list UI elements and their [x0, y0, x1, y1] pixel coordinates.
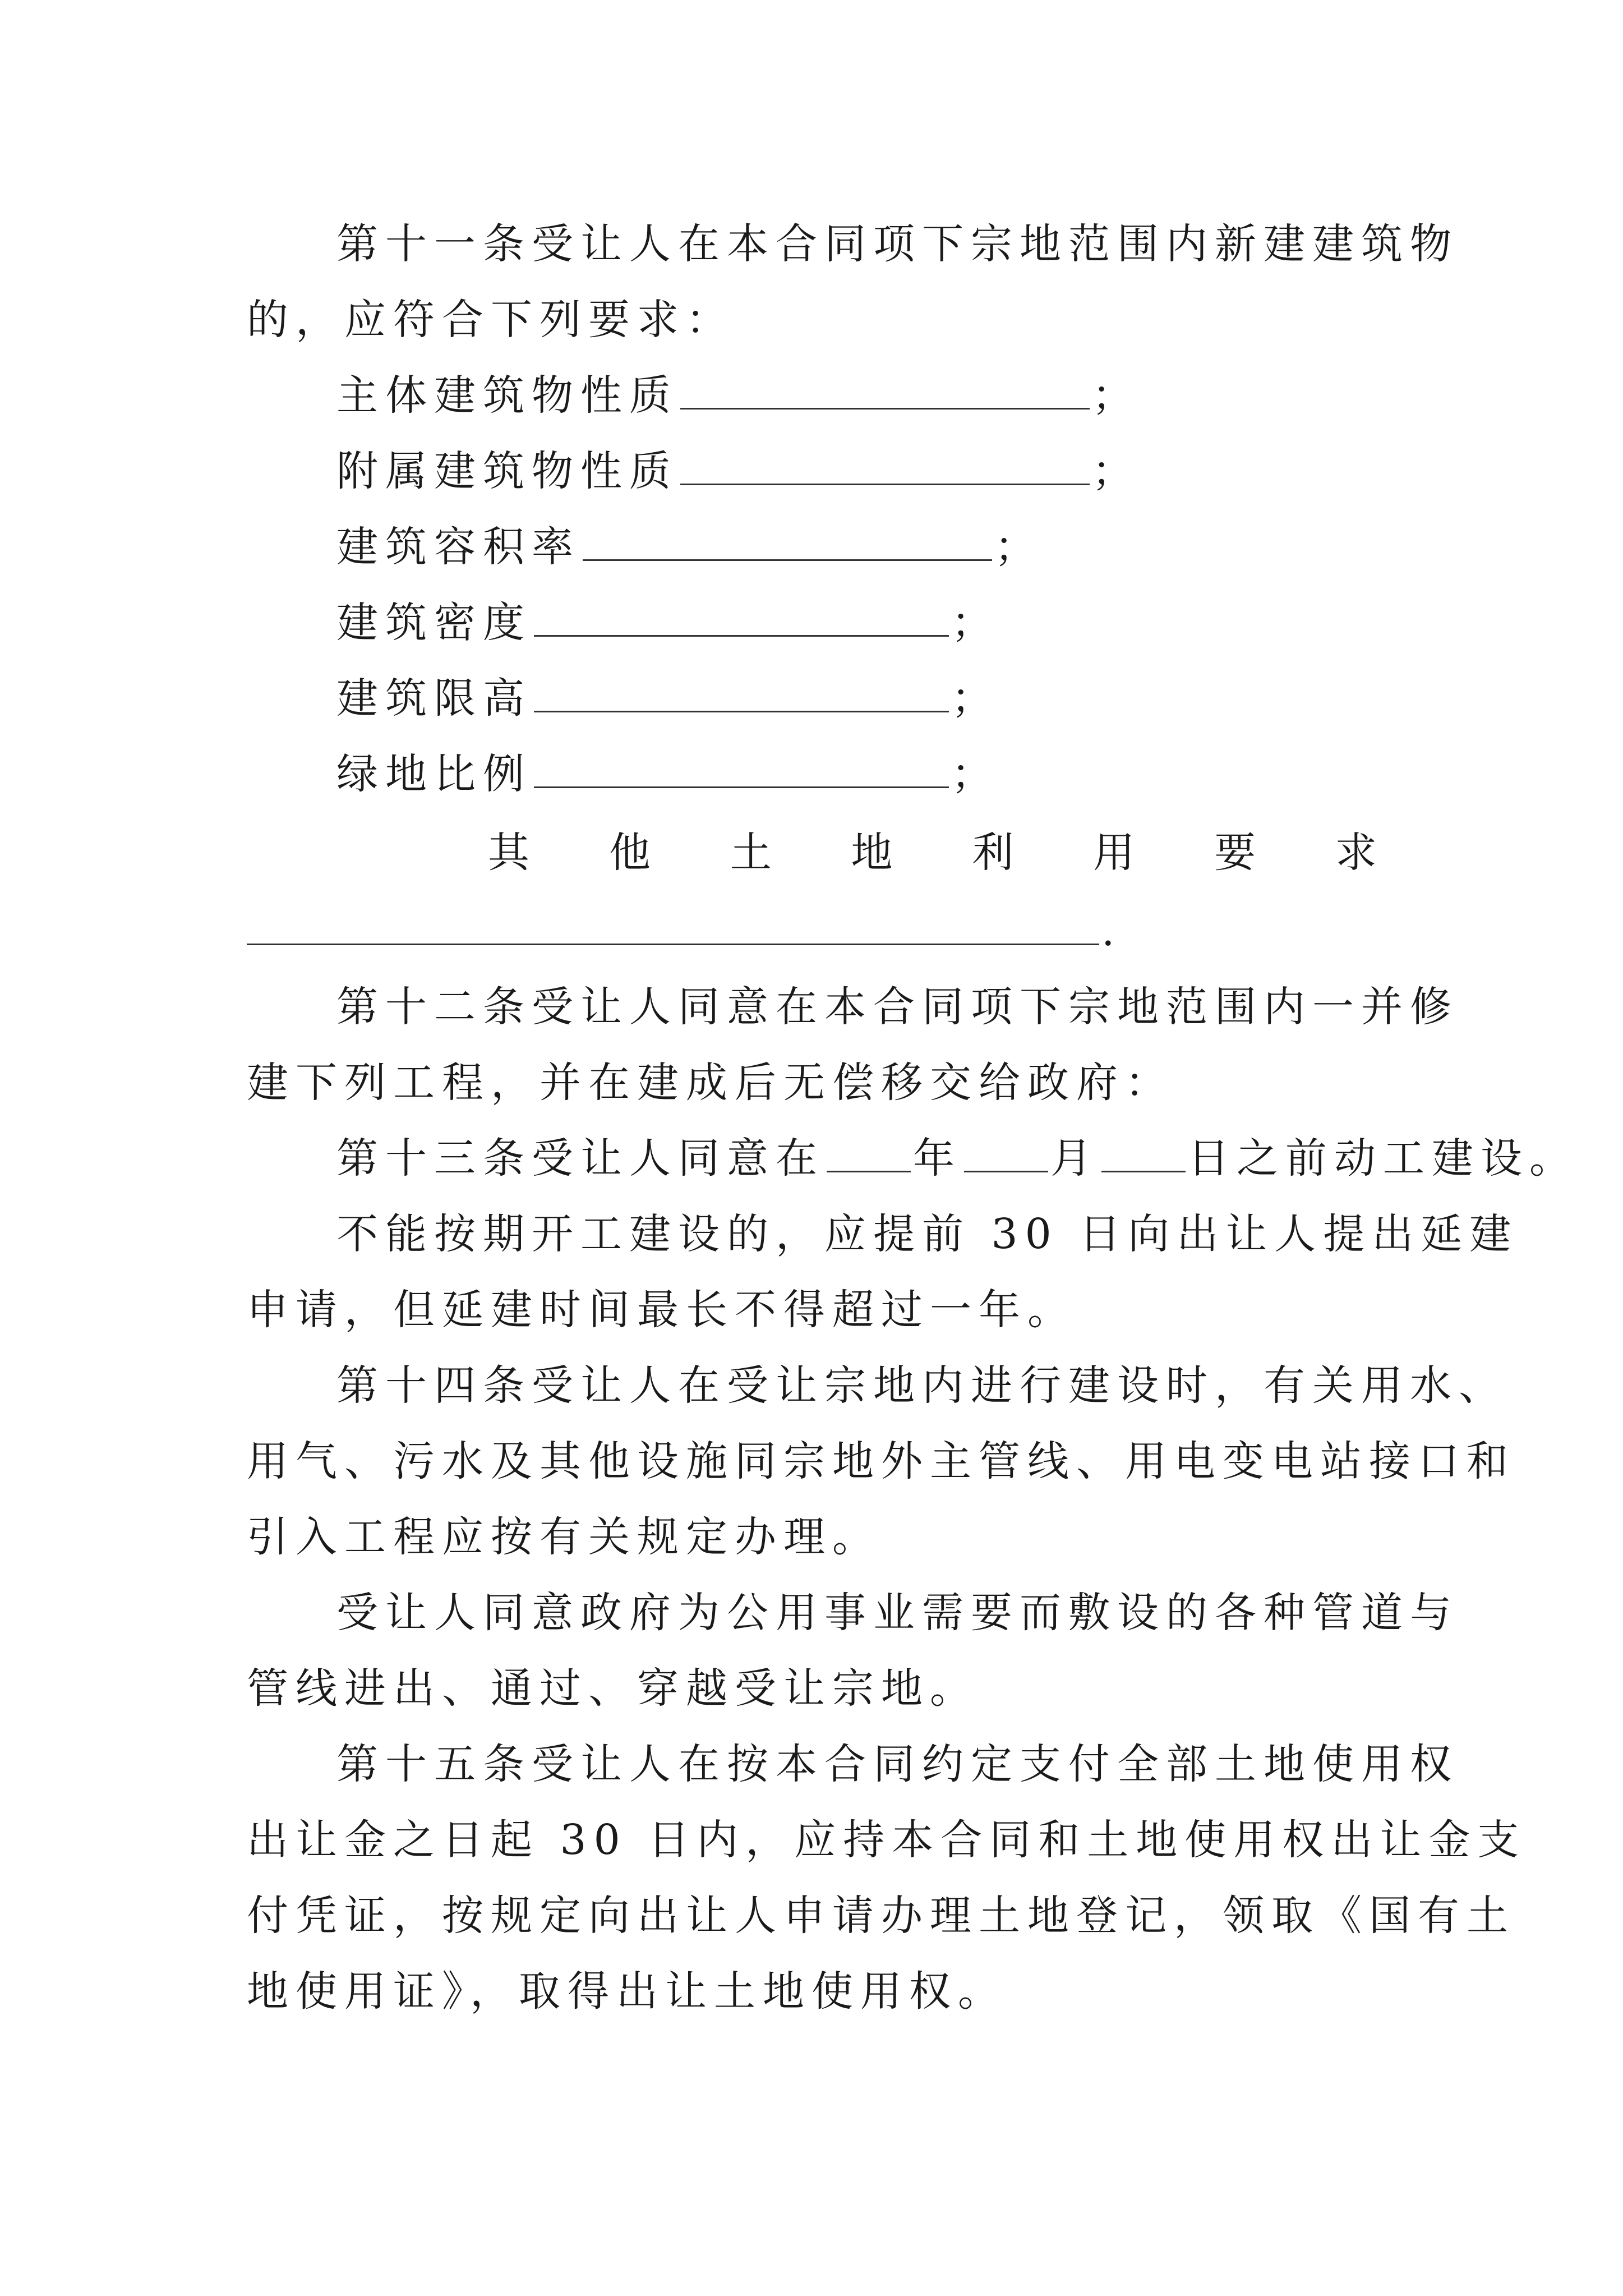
item-height-limit [336, 670, 1385, 726]
article-13-prefix: 第十三条受让人同意在 [336, 1134, 824, 1182]
article-13-p2-line-2: 申请，但延建时间最长不得超过一年。 [247, 1286, 1076, 1334]
item-end: ； [1092, 371, 1141, 420]
article-14-line-3: 引入工程应按有关规定办理。 [247, 1513, 881, 1561]
article-14-line-2: 用气、污水及其他设施同宗地外主管线、用电变电站接口和 [247, 1437, 1515, 1485]
item-end: ； [994, 523, 1043, 571]
line-end-period: . [1101, 907, 1122, 955]
article-15-line-2: 出让金之日起 30 日内，应持本合同和土地使用权出让金支 [247, 1816, 1527, 1864]
item-green-ratio [336, 746, 1385, 802]
item-building-density [336, 595, 1385, 651]
fill-blank[interactable] [247, 910, 1099, 945]
spread-char: 利 [972, 829, 1014, 877]
fill-blank[interactable] [680, 450, 1090, 485]
article-13-suffix: 日之前动工建设。 [1188, 1134, 1578, 1182]
day-blank[interactable] [1101, 1137, 1186, 1172]
article-11-line-2: 的，应符合下列要求： [247, 296, 735, 344]
article-15-line-1: 第十五条受让人在按本合同约定支付全部土地使用权 [336, 1740, 1459, 1788]
fill-blank[interactable] [680, 374, 1090, 409]
fill-blank[interactable] [534, 677, 949, 712]
item-label: 附属建筑物性质 [336, 447, 678, 495]
spread-char: 要 [1214, 829, 1256, 877]
item-floor-area-ratio [336, 519, 1385, 575]
item-end: ； [951, 674, 1000, 723]
spread-char: 他 [608, 829, 651, 877]
article-11-line-1: 第十一条受让人在本合同项下宗地范围内新建建筑物 [336, 220, 1459, 268]
item-main-building-nature [336, 367, 1385, 424]
item-end: ； [1092, 447, 1141, 495]
article-12-line-2: 建下列工程，并在建成后无偿移交给政府： [247, 1059, 1174, 1107]
item-label: 绿地比例 [336, 750, 532, 798]
article-14-line-1: 第十四条受让人在受让宗地内进行建设时，有关用水、 [336, 1361, 1507, 1410]
article-13-line-1 [336, 1130, 1578, 1186]
month-label: 月 [1050, 1134, 1099, 1182]
item-label: 建筑容积率 [336, 523, 580, 571]
other-land-use-requirements-label [488, 825, 1377, 881]
article-13-p2-line-1: 不能按期开工建设的，应提前 30 日向出让人提出延建 [336, 1210, 1519, 1258]
fill-blank[interactable] [534, 601, 949, 637]
article-14-p2-line-2: 管线进出、通过、穿越受让宗地。 [247, 1664, 979, 1713]
article-14-p2-line-1: 受让人同意政府为公用事业需要而敷设的各种管道与 [336, 1589, 1459, 1637]
item-label: 建筑密度 [336, 599, 532, 647]
item-label: 主体建筑物性质 [336, 371, 678, 420]
fill-blank[interactable] [583, 526, 992, 561]
spread-char: 地 [851, 829, 893, 877]
item-end: ； [951, 750, 1000, 798]
spread-char: 用 [1093, 829, 1135, 877]
spread-char: 求 [1335, 829, 1377, 877]
article-15-line-3: 付凭证，按规定向出让人申请办理土地登记，领取《国有土 [247, 1892, 1515, 1940]
item-end: ； [951, 599, 1000, 647]
article-15-line-4: 地使用证》，取得出让土地使用权。 [247, 1967, 1007, 2016]
year-blank[interactable] [827, 1137, 911, 1172]
other-requirements-blank-line [247, 903, 1385, 959]
year-label: 年 [913, 1134, 962, 1182]
item-label: 建筑限高 [336, 674, 532, 723]
article-12-line-1: 第十二条受让人同意在本合同项下宗地范围内一并修 [336, 983, 1459, 1031]
spread-char: 土 [730, 829, 772, 877]
item-auxiliary-building-nature [336, 443, 1385, 499]
month-blank[interactable] [964, 1137, 1048, 1172]
fill-blank[interactable] [534, 753, 949, 788]
spread-char: 其 [488, 829, 529, 877]
